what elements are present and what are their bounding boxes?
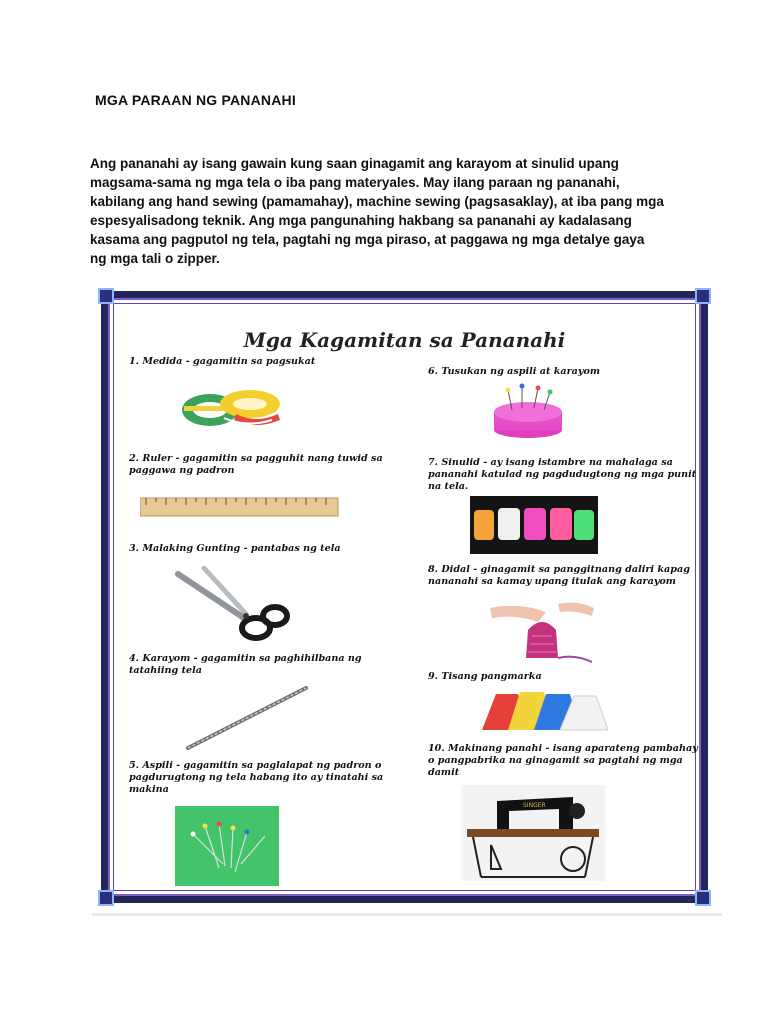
- thimble-image: [488, 600, 596, 668]
- intro-line: ng mga tali o zipper.: [90, 251, 220, 266]
- sewing-tools-poster: [101, 291, 708, 903]
- intro-line: magsama-sama ng mga tela o iba pang materyales. May ilang paraan ng pananahi,: [90, 175, 620, 190]
- item-caption-karayom: 4. Karayom - gagamitin sa paghihilbana ng tatahiing tela: [129, 653, 362, 676]
- tailors-chalk-image: [478, 690, 610, 732]
- intro-line: Ang pananahi ay isang gawain kung saan ginagamit ang karayom at sinulid upang: [90, 156, 619, 171]
- intro-line: espesyalisadong teknik. Ang mga pangunahing hakbang sa pananahi ay kadalasang: [90, 213, 632, 228]
- machine-brand-label: SINGER: [523, 802, 546, 809]
- frame-corner: [695, 890, 711, 906]
- thread-spools-image: [470, 496, 598, 554]
- item-caption-didal: 8. Didal - ginagamit sa panggitnang daliri kapag nananahi sa kamay upang itulak ang karayom: [428, 564, 690, 587]
- sewing-machine-image: [461, 785, 605, 881]
- ruler-image: [140, 496, 340, 518]
- pincushion-image: [488, 382, 568, 442]
- item-caption-tisa: 9. Tisang pangmarka: [428, 671, 542, 682]
- page-heading: MGA PARAAN NG PANANAHI: [95, 92, 296, 108]
- intro-paragraph: [90, 154, 690, 268]
- item-caption-tusukan: 6. Tusukan ng aspili at karayom: [428, 366, 601, 377]
- item-caption-gunting: 3. Malaking Gunting - pantabas ng tela: [129, 543, 341, 554]
- scissors-image: [174, 566, 294, 652]
- poster-shadow: [92, 913, 722, 916]
- intro-line: kasama ang pagputol ng tela, pagtahi ng mga piraso, at paggawa ng mga detalye gaya: [90, 232, 645, 247]
- item-caption-aspili: 5. Aspili - gagamitin sa paglalapat ng padron o pagdurugtong ng tela habang ito ay tinatahi sa makina: [129, 760, 384, 795]
- frame-corner: [98, 288, 114, 304]
- poster-title: Mga Kagamitan sa Pananahi: [243, 328, 566, 352]
- pins-image: [175, 806, 279, 886]
- intro-line: kabilang ang hand sewing (pamamahay), machine sewing (pagsasaklay), at iba pang mga: [90, 194, 664, 209]
- item-caption-makina: 10. Makinang panahi - isang aparateng pambahay o pangpabrika na ginagamit sa pagtahi ng mga damit: [428, 743, 698, 778]
- item-caption-medida: 1. Medida - gagamitin sa pagsukat: [129, 356, 316, 367]
- item-caption-ruler: 2. Ruler - gagamitin sa pagguhit nang tuwid sa paggawa ng padron: [129, 453, 383, 476]
- measuring-tape-image: [176, 384, 286, 434]
- frame-corner: [98, 890, 114, 906]
- needle-image: [182, 684, 312, 754]
- item-caption-sinulid: 7. Sinulid - ay isang istambre na mahalaga sa pananahi katulad ng pagdudugtong ng mga punit na tela.: [428, 457, 697, 492]
- frame-corner: [695, 288, 711, 304]
